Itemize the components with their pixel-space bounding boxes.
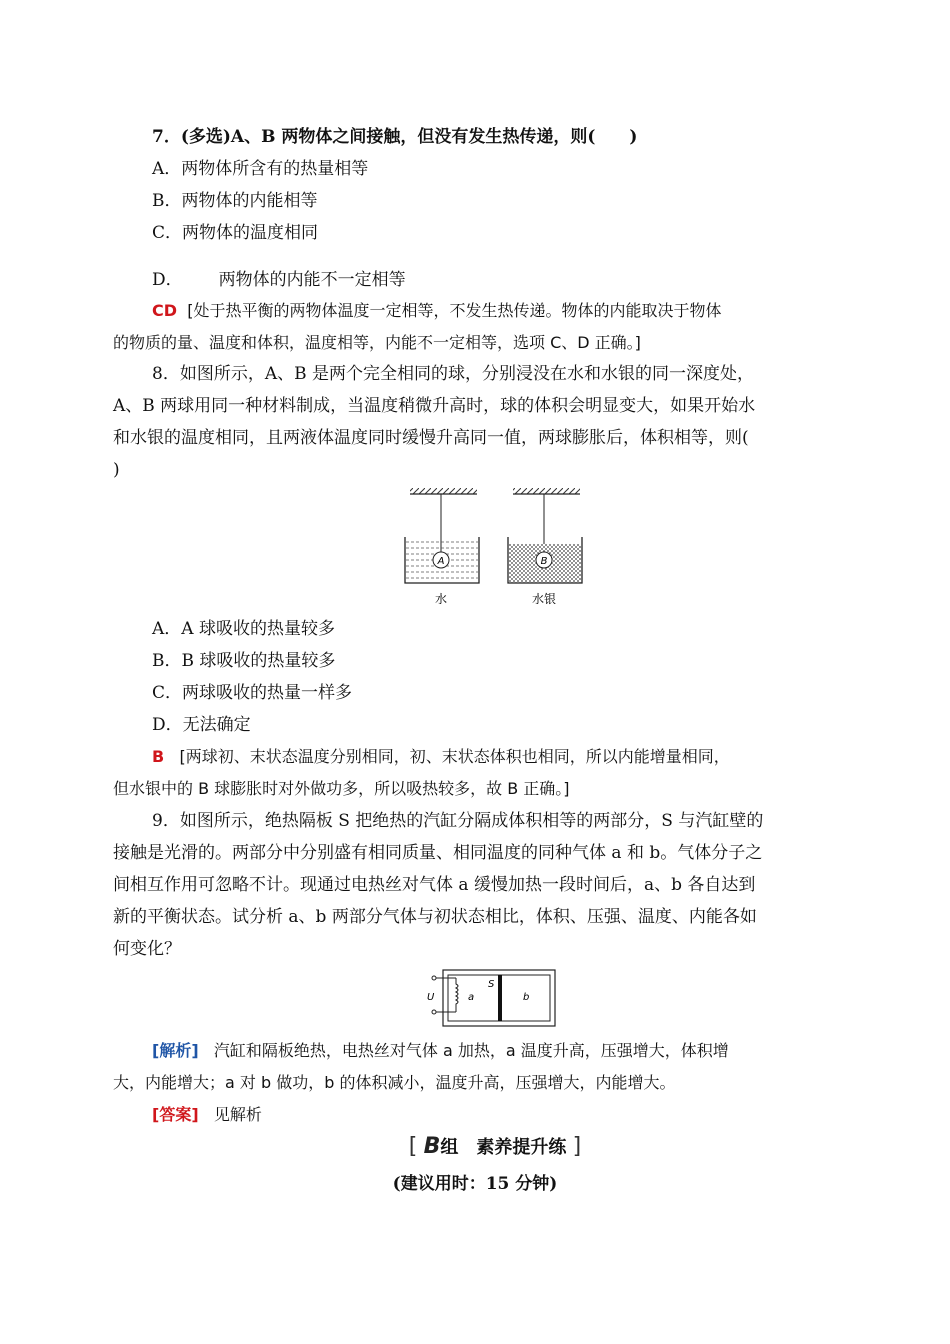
- q8-stem-2: A、B 两球用同一种材料制成，当温度稍微升高时，球的体积会明显变大，如果开始水: [113, 396, 756, 416]
- q7-explanation-line-1: [152, 299, 721, 323]
- q7-option-c: C．两物体的温度相同: [152, 223, 319, 243]
- q9-figure: [422, 964, 562, 1030]
- plate-s: [498, 975, 502, 1021]
- q7-explanation-line-2: 的物质的量、温度和体积，温度相等，内能不一定相等，选项 C、D 正确。]: [113, 333, 641, 352]
- group-letter: B: [423, 1134, 441, 1159]
- q8-option-c: C．两球吸收的热量一样多: [152, 683, 353, 703]
- q9-answer-line: [152, 1103, 262, 1127]
- q8-explanation-line-2: 但水银中的 B 球膨胀时对外做功多，所以吸热较多，故 B 正确。]: [113, 779, 570, 798]
- q9-stem-2: 接触是光滑的。两部分中分别盛有相同质量、相同温度的同种气体 a 和 b。气体分子之: [113, 843, 763, 863]
- plate-s-label: S: [488, 979, 495, 990]
- q9-analysis-tag: [解析]: [152, 1041, 199, 1060]
- q9-answer-text: 见解析: [213, 1105, 262, 1124]
- q9-answer-tag: [答案]: [152, 1105, 199, 1124]
- q8-option-b: B．B 球吸收的热量较多: [152, 651, 336, 671]
- right-ceiling-hatch: [513, 488, 580, 494]
- terminal-top: [432, 976, 436, 980]
- q7-stem: 7．(多选)A、B 两物体之间接触，但没有发生热传递，则( ): [152, 127, 638, 147]
- water-caption: 水: [434, 592, 448, 606]
- mercury-caption: 水银: [531, 592, 557, 606]
- q7-explanation-1: [处于热平衡的两物体温度一定相等，不发生热传递。物体的内能取决于物体: [187, 301, 722, 320]
- q8-explanation-line-1: [152, 745, 730, 769]
- q9-analysis-line-1: [152, 1039, 729, 1063]
- gas-b-label: b: [523, 992, 530, 1003]
- terminal-bottom: [432, 1010, 436, 1014]
- time-note: (建议用时：15 分钟): [392, 1174, 558, 1194]
- q9-stem-5: 何变化？: [113, 939, 181, 959]
- q9-analysis-1: 汽缸和隔板绝热，电热丝对气体 a 加热，a 温度升高，压强增大，体积增: [213, 1041, 729, 1060]
- q9-stem-4: 新的平衡状态。试分析 a、b 两部分气体与初状态相比，体积、压强、温度、内能各如: [113, 907, 757, 927]
- q8-stem-3: 和水银的温度相同，且两液体温度同时缓慢升高同一值，两球膨胀后，体积相等，则(: [113, 428, 749, 448]
- q8-option-d: D．无法确定: [152, 715, 251, 735]
- q7-option-d: [152, 268, 406, 292]
- section-group-title: [395, 1134, 595, 1160]
- q8-figure: [395, 482, 595, 610]
- voltage-label: U: [427, 992, 435, 1003]
- bracket-left: [: [408, 1134, 418, 1159]
- q7-answer: CD: [152, 301, 178, 320]
- q8-explanation-1: [两球初、末状态温度分别相同，初、末状态体积也相同，所以内能增量相同，: [179, 747, 730, 766]
- q8-stem-1: 8．如图所示，A、B 是两个完全相同的球，分别浸没在水和水银的同一深度处，: [152, 364, 754, 384]
- left-ceiling-hatch: [410, 488, 477, 494]
- q8-stem-4: ): [113, 460, 120, 480]
- q7-option-a: A．两物体所含有的热量相等: [152, 159, 369, 179]
- q9-analysis-line-2: 大，内能增大；a 对 b 做功，b 的体积减小，温度升高，压强增大，内能增大。: [113, 1073, 676, 1092]
- q7-option-d-label: D．: [152, 270, 183, 290]
- q8-option-a: A．A 球吸收的热量较多: [152, 619, 335, 639]
- q7-option-b: B．两物体的内能相等: [152, 191, 318, 211]
- group-title-text: 组 素养提升练: [440, 1137, 567, 1158]
- bracket-right: ]: [572, 1134, 582, 1159]
- q9-stem-3: 间相互作用可忽略不计。现通过电热丝对气体 a 缓慢加热一段时间后，a、b 各自达到: [113, 875, 756, 895]
- q7-option-d-text: 两物体的内能不一定相等: [218, 270, 406, 290]
- ball-b-label: B: [540, 556, 548, 567]
- q8-answer: B: [152, 747, 165, 766]
- ball-a-label: A: [437, 556, 445, 567]
- gas-a-label: a: [468, 992, 475, 1003]
- q9-stem-1: 9．如图所示，绝热隔板 S 把绝热的汽缸分隔成体积相等的两部分，S 与汽缸壁的: [152, 811, 764, 831]
- heating-coil: [456, 978, 458, 1012]
